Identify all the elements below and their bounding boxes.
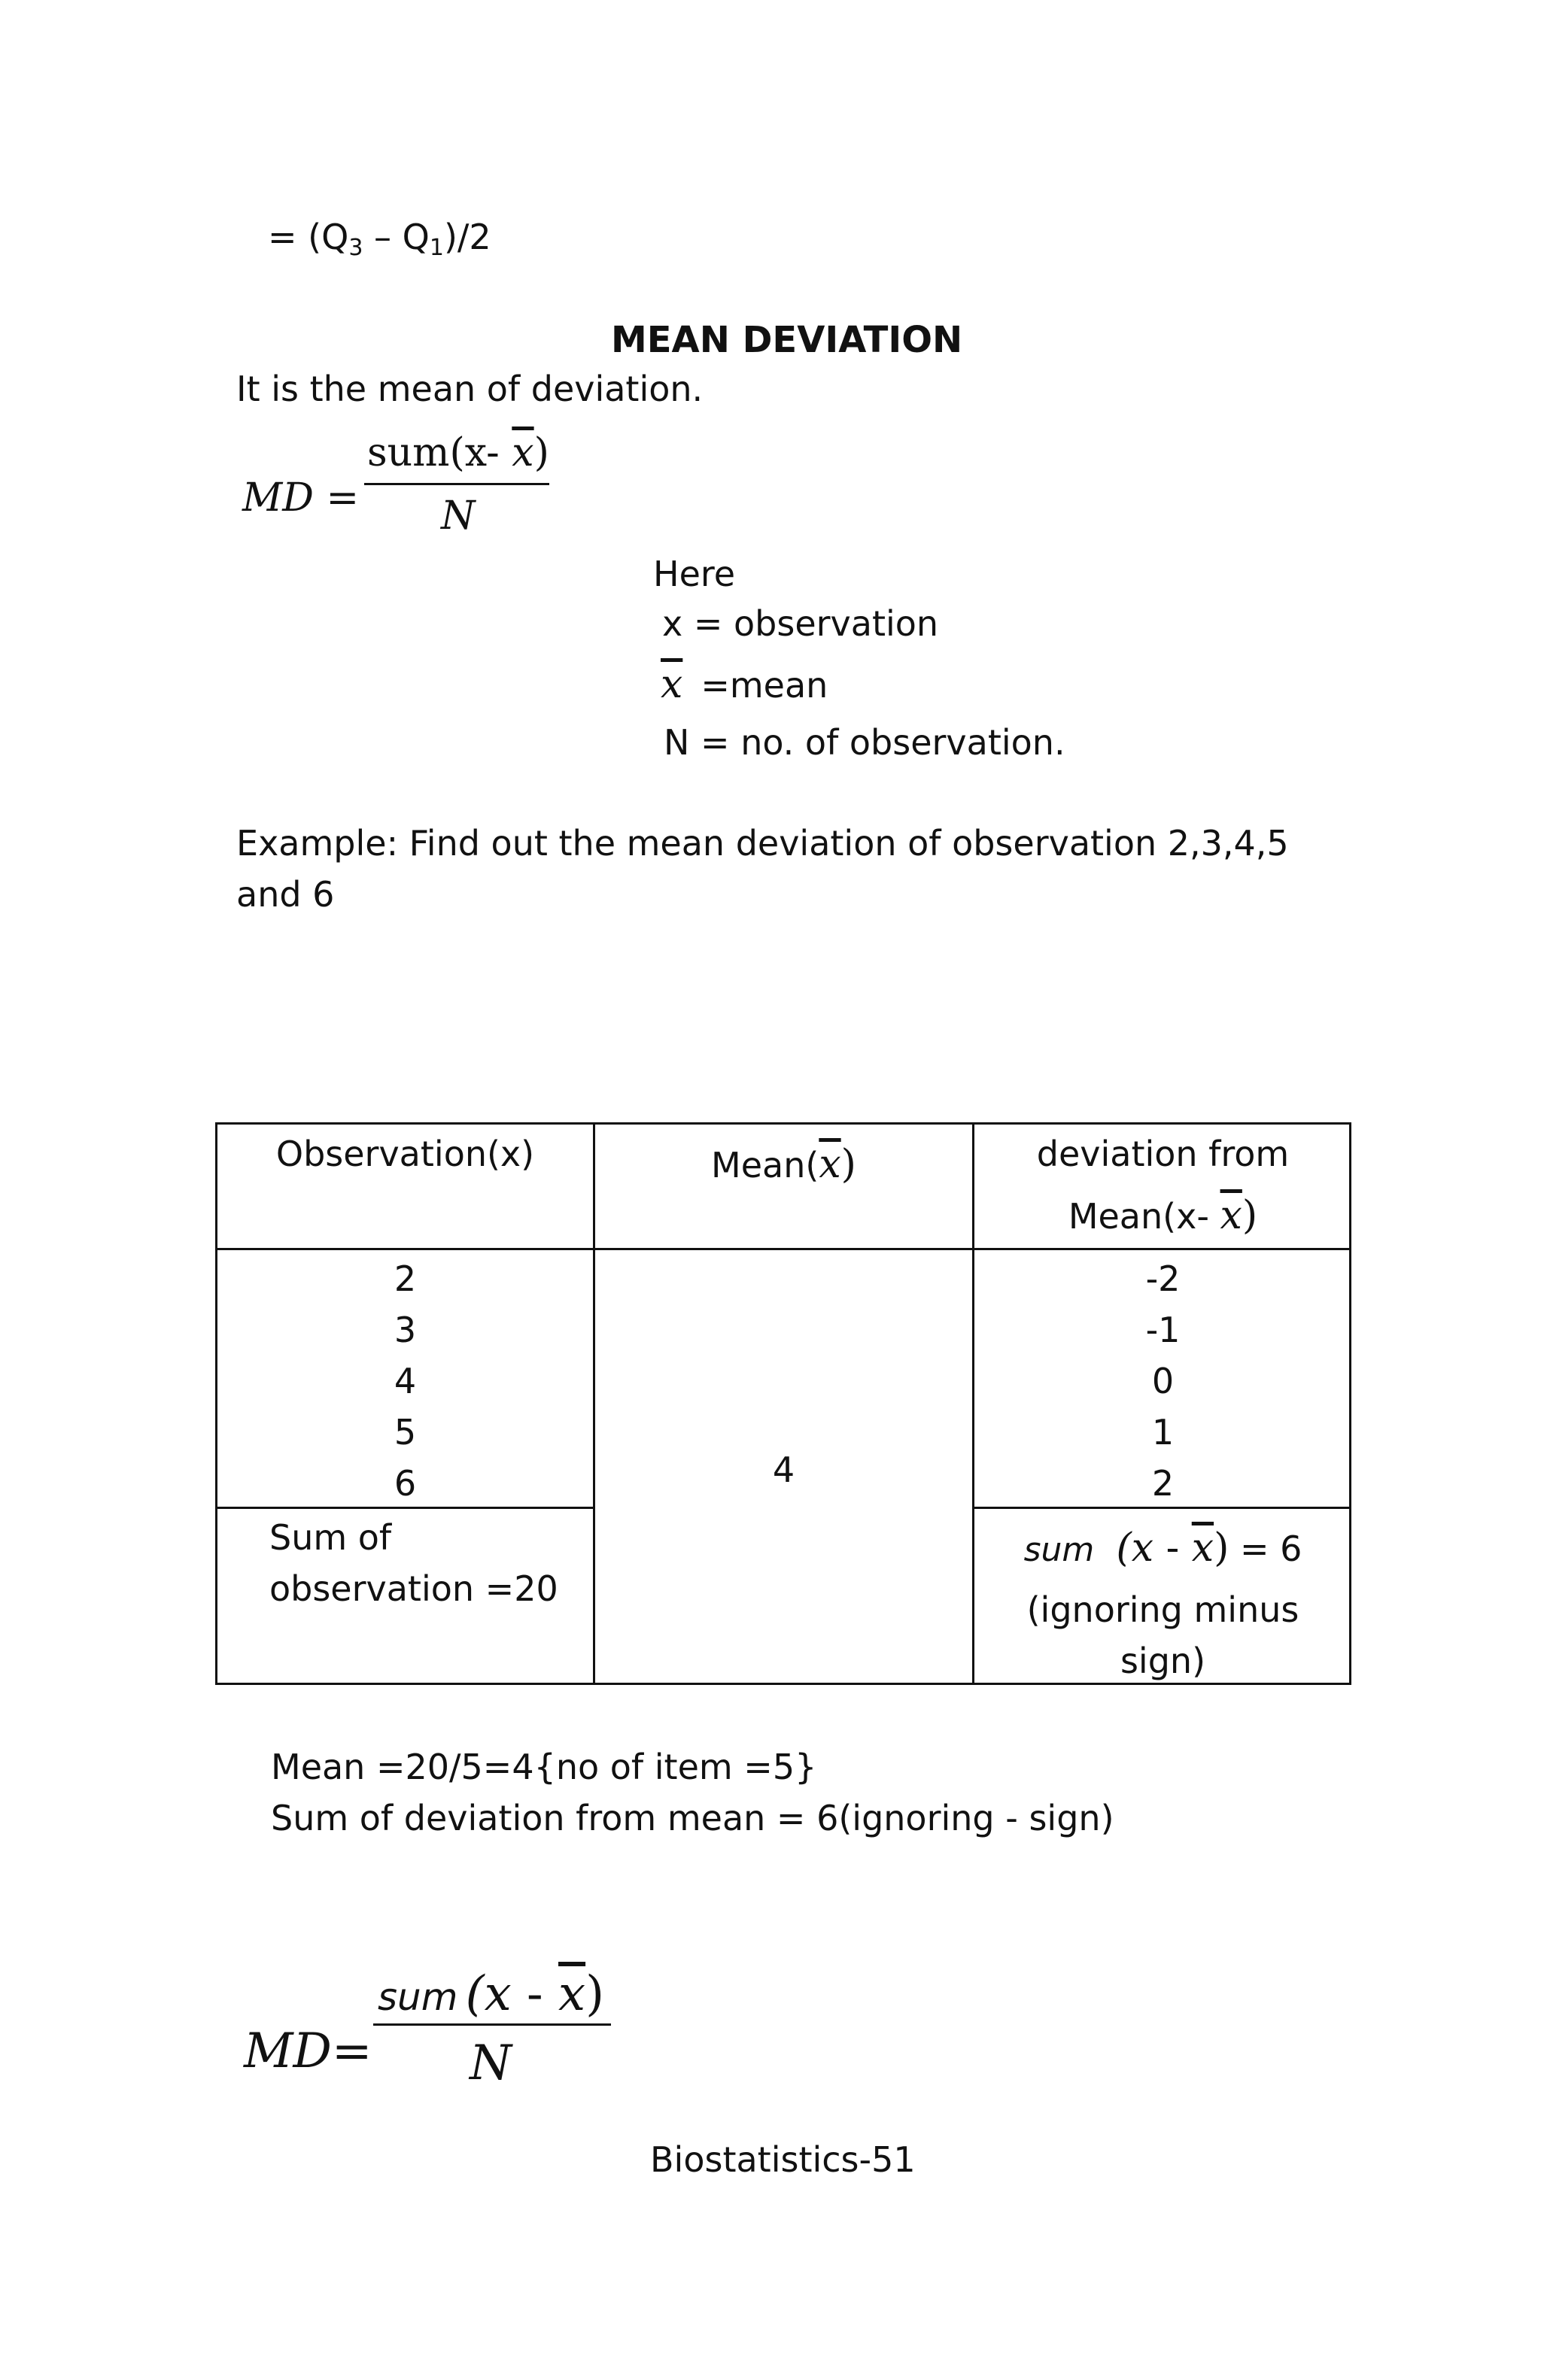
md-formula-2-numerator xyxy=(378,1966,604,2022)
example-line-1: Example: Find out the mean deviation of observation 2,3,4,5 xyxy=(236,823,1289,864)
quartile-deviation-formula xyxy=(268,217,491,261)
minus-sign: - xyxy=(1153,1525,1192,1571)
deviation-value: 1 xyxy=(1151,1412,1175,1453)
table-col-divider xyxy=(593,1122,595,1685)
deviation-value: 0 xyxy=(1151,1361,1175,1401)
example-line-2: and 6 xyxy=(236,874,335,915)
legend-n: N = no. of observation. xyxy=(664,722,1065,763)
x-bar-symbol: $\overline{x}$ xyxy=(819,1142,841,1187)
sum-deviation-line-2: (ignoring minus xyxy=(1026,1589,1299,1630)
legend-mean-text: =mean xyxy=(701,665,828,706)
md-formula-2-denominator: N xyxy=(470,2035,512,2091)
observation-value: 5 xyxy=(394,1412,417,1453)
header-mean-close: ) xyxy=(840,1142,856,1187)
section-heading: MEAN DEVIATION xyxy=(611,319,963,361)
md-formula-2-lhs: MD= xyxy=(244,2023,372,2079)
md-formula-lhs: MD = xyxy=(242,475,360,521)
numerator-close: ) xyxy=(533,430,549,475)
numerator-text: sum(x- xyxy=(367,430,512,475)
md-formula-numerator xyxy=(367,430,549,475)
legend-mean xyxy=(661,662,828,707)
header-observation: Observation(x) xyxy=(275,1134,535,1174)
x-bar-symbol: $\overline{x}$ xyxy=(512,430,534,475)
intro-text: It is the mean of deviation. xyxy=(236,369,704,409)
deviation-value: -1 xyxy=(1145,1310,1181,1350)
sum-observation-line-2: observation =20 xyxy=(269,1568,558,1609)
calc-line-2: Sum of deviation from mean = 6(ignoring - sign) xyxy=(271,1798,1114,1838)
header-deviation-close: ) xyxy=(1242,1193,1258,1238)
sum-word: sum xyxy=(1023,1531,1095,1569)
legend-x: x = observation xyxy=(662,603,939,644)
deviation-value: -2 xyxy=(1145,1258,1181,1299)
fraction-bar xyxy=(373,2023,611,2026)
sum-word: sum xyxy=(378,1975,458,2019)
sum-deviation-line-1 xyxy=(974,1522,1351,1576)
legend-here: Here xyxy=(653,554,736,594)
x-bar-symbol: $\overline{x}$ xyxy=(661,662,683,707)
sum-deviation-value: = 6 xyxy=(1229,1528,1302,1569)
x-bar-symbol: $\overline{x}$ xyxy=(1191,1525,1214,1571)
sum-deviation-line-3: sign) xyxy=(1120,1641,1206,1681)
x-symbol: x xyxy=(484,1966,512,2022)
x-symbol: x xyxy=(1131,1525,1154,1571)
paren-close: ) xyxy=(585,1966,605,2022)
subscript-1: 1 xyxy=(429,235,444,261)
header-deviation-line-1: deviation from xyxy=(1036,1134,1290,1174)
mean-value: 4 xyxy=(772,1450,795,1490)
calc-line-1: Mean =20/5=4{no of item =5} xyxy=(271,1747,817,1787)
x-bar-symbol: $\overline{x}$ xyxy=(558,1966,586,2022)
formula-part: – Q xyxy=(363,217,430,257)
paren-open: ( xyxy=(465,1966,485,2022)
formula-part: = (Q xyxy=(268,217,349,257)
subscript-3: 3 xyxy=(348,235,363,261)
header-deviation-text: Mean(x- xyxy=(1068,1196,1220,1237)
observation-value: 2 xyxy=(394,1258,417,1299)
table-header-divider xyxy=(215,1248,1351,1250)
x-bar-symbol: $\overline{x}$ xyxy=(1220,1193,1242,1238)
formula-part: )/2 xyxy=(443,217,491,257)
fraction-bar xyxy=(364,483,549,485)
deviation-value: 2 xyxy=(1151,1463,1175,1504)
minus-sign: - xyxy=(511,1966,558,2022)
observation-value: 3 xyxy=(394,1310,417,1350)
paren-open: ( xyxy=(1116,1525,1132,1571)
header-mean-text: Mean( xyxy=(711,1145,819,1185)
paren-close: ) xyxy=(1214,1525,1229,1571)
page-footer: Biostatistics-51 xyxy=(650,2139,916,2180)
header-mean xyxy=(595,1139,972,1191)
observation-value: 4 xyxy=(394,1361,417,1401)
observation-value: 6 xyxy=(394,1463,417,1504)
sum-observation-line-1: Sum of xyxy=(269,1517,392,1558)
md-formula-denominator: N xyxy=(441,493,476,539)
header-deviation-line-2 xyxy=(974,1190,1351,1242)
